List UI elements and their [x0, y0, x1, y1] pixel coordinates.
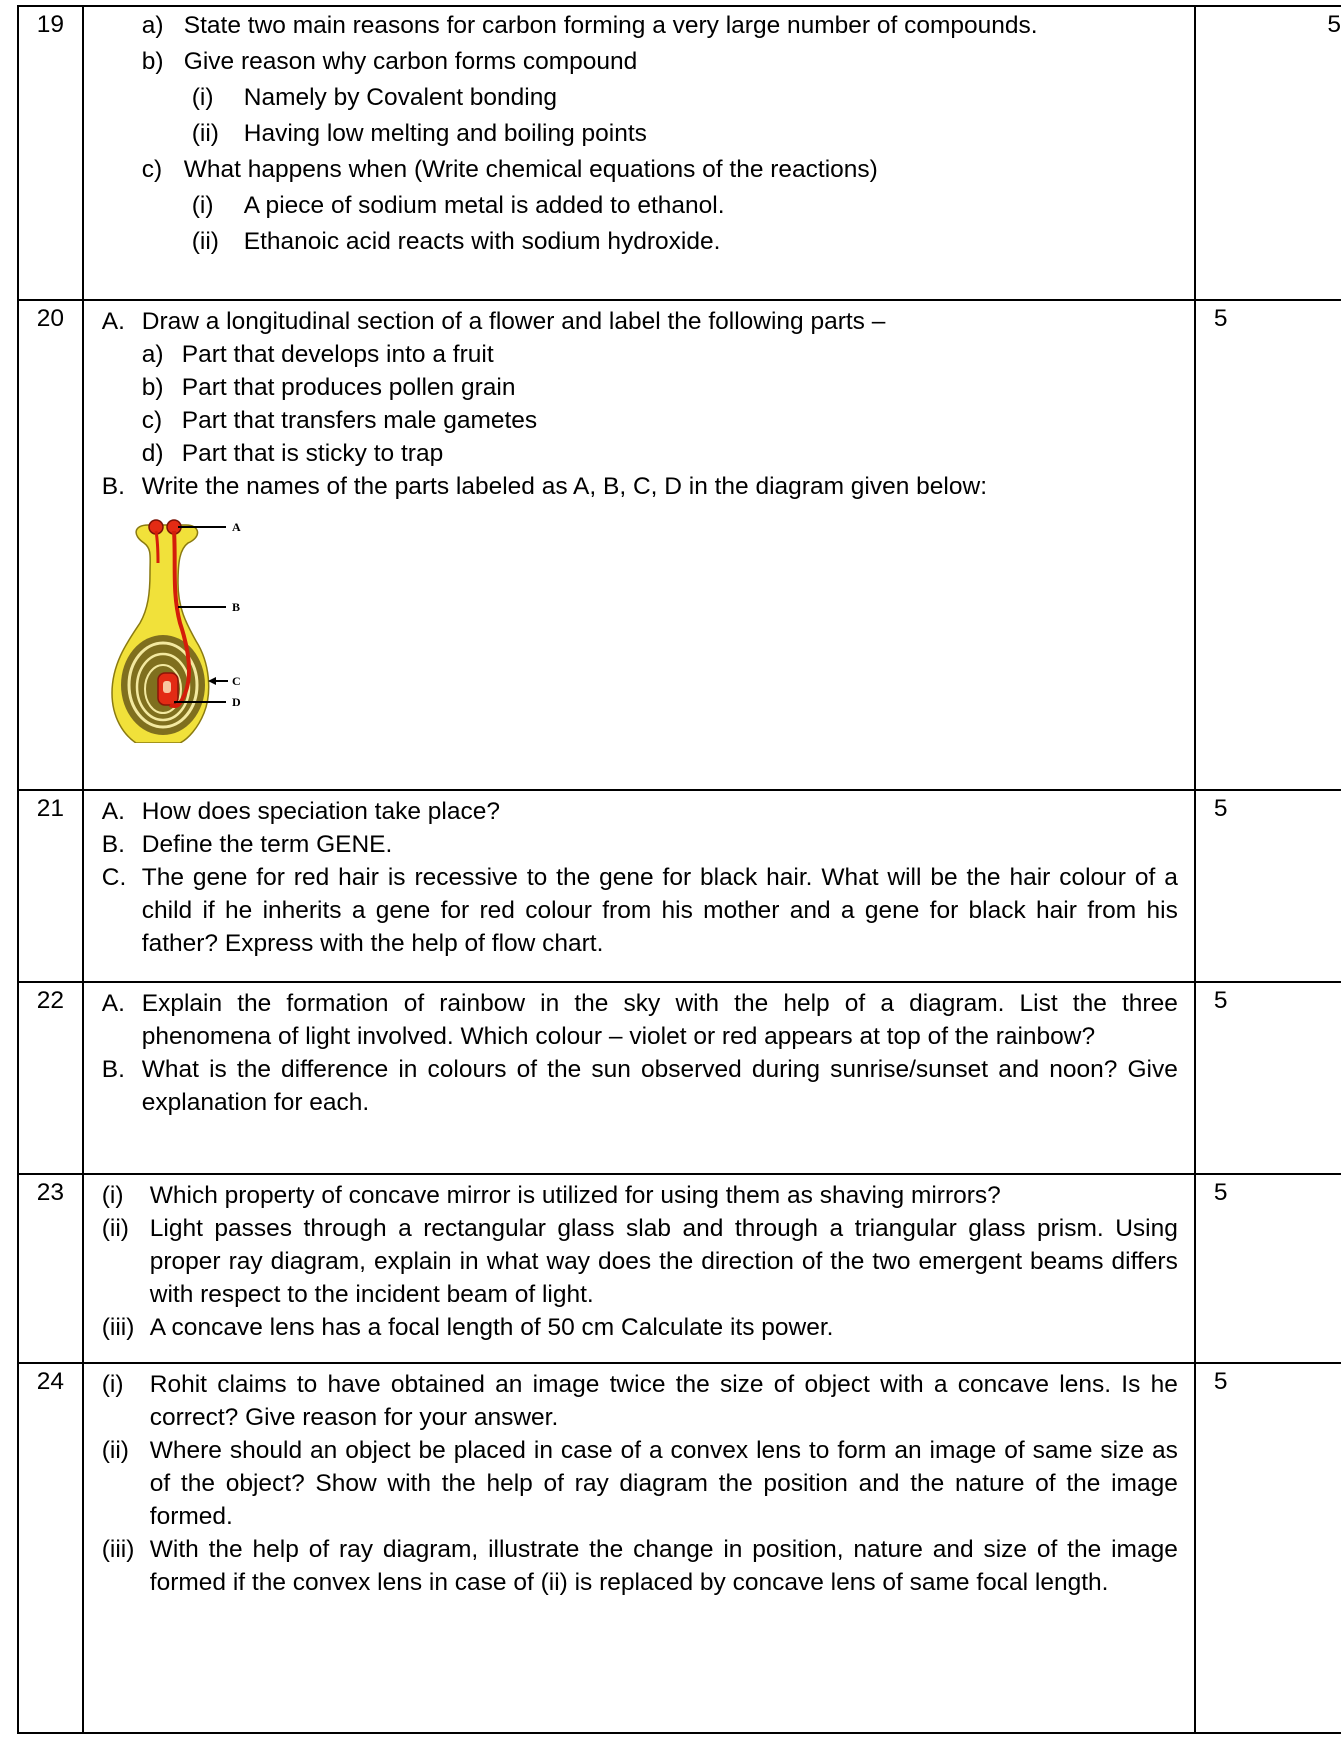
sub-question-label: B.: [101, 473, 125, 500]
sub-question-text: A concave lens has a focal length of 50 cm Calculate its power.: [149, 1314, 834, 1341]
sub-question-text: Rohit claims to have obtained an image twice the size of object with a concave lens. Is he correct? Give reason for your answer.: [149, 1371, 1178, 1431]
sub-question-label: (iii): [101, 1314, 135, 1341]
sub-question: [102, 9, 1178, 42]
sub-question-label: b): [141, 374, 164, 401]
sub-question-label: A.: [101, 990, 125, 1017]
sub-question-label: C.: [101, 864, 127, 891]
diagram-label-d: D: [231, 695, 241, 709]
sub-question-text: Part that produces pollen grain: [181, 374, 516, 401]
sub-question: [102, 1179, 1178, 1212]
question-row-24: [18, 1363, 1341, 1733]
sub-question: [102, 404, 1178, 437]
sub-question-text: Having low melting and boiling points: [243, 120, 647, 147]
diagram-label-c: C: [231, 674, 241, 688]
sub-question: [102, 1053, 1178, 1119]
diagram-label-a: A: [231, 520, 241, 534]
question-body: [83, 6, 1195, 300]
sub-question-label: (ii): [191, 120, 219, 147]
sub-question: [102, 1533, 1178, 1599]
marks: 5: [1195, 1174, 1341, 1363]
sub-question: [102, 81, 1178, 114]
marks: 5: [1195, 300, 1341, 790]
question-number: 21: [18, 790, 83, 982]
sub-question-label: A.: [101, 308, 125, 335]
sub-question-label: B.: [101, 831, 125, 858]
sub-question-label: (ii): [101, 1437, 129, 1464]
question-body: [83, 1363, 1195, 1733]
question-number: 20: [18, 300, 83, 790]
question-row-20: [18, 300, 1341, 790]
sub-question-text: Part that transfers male gametes: [181, 407, 538, 434]
sub-question: [102, 117, 1178, 150]
sub-question-text: Which property of concave mirror is utilized for using them as shaving mirrors?: [149, 1182, 1001, 1209]
sub-question-label: (i): [191, 84, 214, 111]
sub-question-text: Where should an object be placed in case of a convex lens to form an image of same size as of the object? Show with the help of ray diagram the position and the nature of the image formed.: [149, 1437, 1178, 1530]
diagram-label-b: B: [231, 600, 240, 614]
question-table: [17, 5, 1341, 1734]
question-number: 22: [18, 982, 83, 1174]
sub-question-label: A.: [101, 798, 125, 825]
sub-question-label: (ii): [191, 228, 219, 255]
sub-question-text: Light passes through a rectangular glass slab and through a triangular glass prism. Using proper ray diagram, explain in what way does the direction of the two emergent beams differs with respect to the incident beam of light.: [149, 1215, 1178, 1308]
sub-question: [102, 828, 1178, 861]
sub-question-label: (i): [101, 1182, 124, 1209]
sub-question: [102, 189, 1178, 222]
sub-question: [102, 987, 1178, 1053]
sub-question-text: Give reason why carbon forms compound: [183, 48, 638, 75]
sub-question-label: a): [141, 341, 164, 368]
pistil-diagram: [108, 513, 1178, 752]
pistil-diagram-svg: [108, 513, 348, 743]
sub-question: [102, 305, 1178, 338]
question-number: 19: [18, 6, 83, 300]
question-row-23: [18, 1174, 1341, 1363]
sub-question: [102, 470, 1178, 503]
sub-question-text: How does speciation take place?: [141, 798, 500, 825]
sub-question-label: B.: [101, 1056, 125, 1083]
sub-question-label: (i): [101, 1371, 124, 1398]
sub-question: [102, 1212, 1178, 1311]
sub-question-text: Define the term GENE.: [141, 831, 393, 858]
sub-question: [102, 1368, 1178, 1434]
sub-question-text: What is the difference in colours of the sun observed during sunrise/sunset and noon? Give explanation for each.: [141, 1056, 1178, 1116]
question-body: [83, 790, 1195, 982]
sub-question: [102, 1434, 1178, 1533]
question-row-22: [18, 982, 1341, 1174]
sub-question-text: State two main reasons for carbon forming a very large number of compounds.: [183, 12, 1038, 39]
sub-question-text: The gene for red hair is recessive to the gene for black hair. What will be the hair colour of a child if he inherits a gene for red colour from his mother and a gene for black hair from his father? Express with the help of flow chart.: [141, 864, 1178, 957]
sub-question-label: b): [141, 48, 164, 75]
sub-question-text: With the help of ray diagram, illustrate the change in position, nature and size of the image formed if the convex lens in case of (ii) is replaced by concave lens of same focal length.: [149, 1536, 1178, 1596]
sub-question-text: Part that is sticky to trap: [181, 440, 444, 467]
marks: 5: [1195, 790, 1341, 982]
marks: 5: [1195, 6, 1341, 300]
sub-question-text: Explain the formation of rainbow in the sky with the help of a diagram. List the three phenomena of light involved. Which colour – violet or red appears at top of the rainbow?: [141, 990, 1178, 1050]
sub-question: [102, 861, 1178, 960]
marks: 5: [1195, 1363, 1341, 1733]
sub-question: [102, 371, 1178, 404]
question-body: [83, 300, 1195, 790]
sub-question: [102, 795, 1178, 828]
sub-question-text: Namely by Covalent bonding: [243, 84, 558, 111]
sub-question-label: c): [141, 407, 163, 434]
question-body: [83, 1174, 1195, 1363]
sub-question: [102, 153, 1178, 186]
sub-question-text: What happens when (Write chemical equations of the reactions): [183, 156, 878, 183]
question-body: [83, 982, 1195, 1174]
sub-question: [102, 437, 1178, 470]
sub-question-text: Part that develops into a fruit: [181, 341, 494, 368]
sub-question-text: A piece of sodium metal is added to ethanol.: [243, 192, 725, 219]
sub-question-label: c): [141, 156, 163, 183]
sub-question-label: d): [141, 440, 164, 467]
question-row-19: [18, 6, 1341, 300]
sub-question-text: Write the names of the parts labeled as A, B, C, D in the diagram given below:: [141, 473, 988, 500]
sub-question-text: Draw a longitudinal section of a flower and label the following parts –: [141, 308, 886, 335]
sub-question: [102, 338, 1178, 371]
sub-question: [102, 225, 1178, 258]
question-row-21: [18, 790, 1341, 982]
sub-question-label: (ii): [101, 1215, 129, 1242]
marks: 5: [1195, 982, 1341, 1174]
question-number: 23: [18, 1174, 83, 1363]
sub-question-label: (i): [191, 192, 214, 219]
sub-question-text: Ethanoic acid reacts with sodium hydroxide.: [243, 228, 721, 255]
question-number: 24: [18, 1363, 83, 1733]
sub-question: [102, 1311, 1178, 1344]
sub-question-label: a): [141, 12, 164, 39]
sub-question: [102, 45, 1178, 78]
sub-question-label: (iii): [101, 1536, 135, 1563]
